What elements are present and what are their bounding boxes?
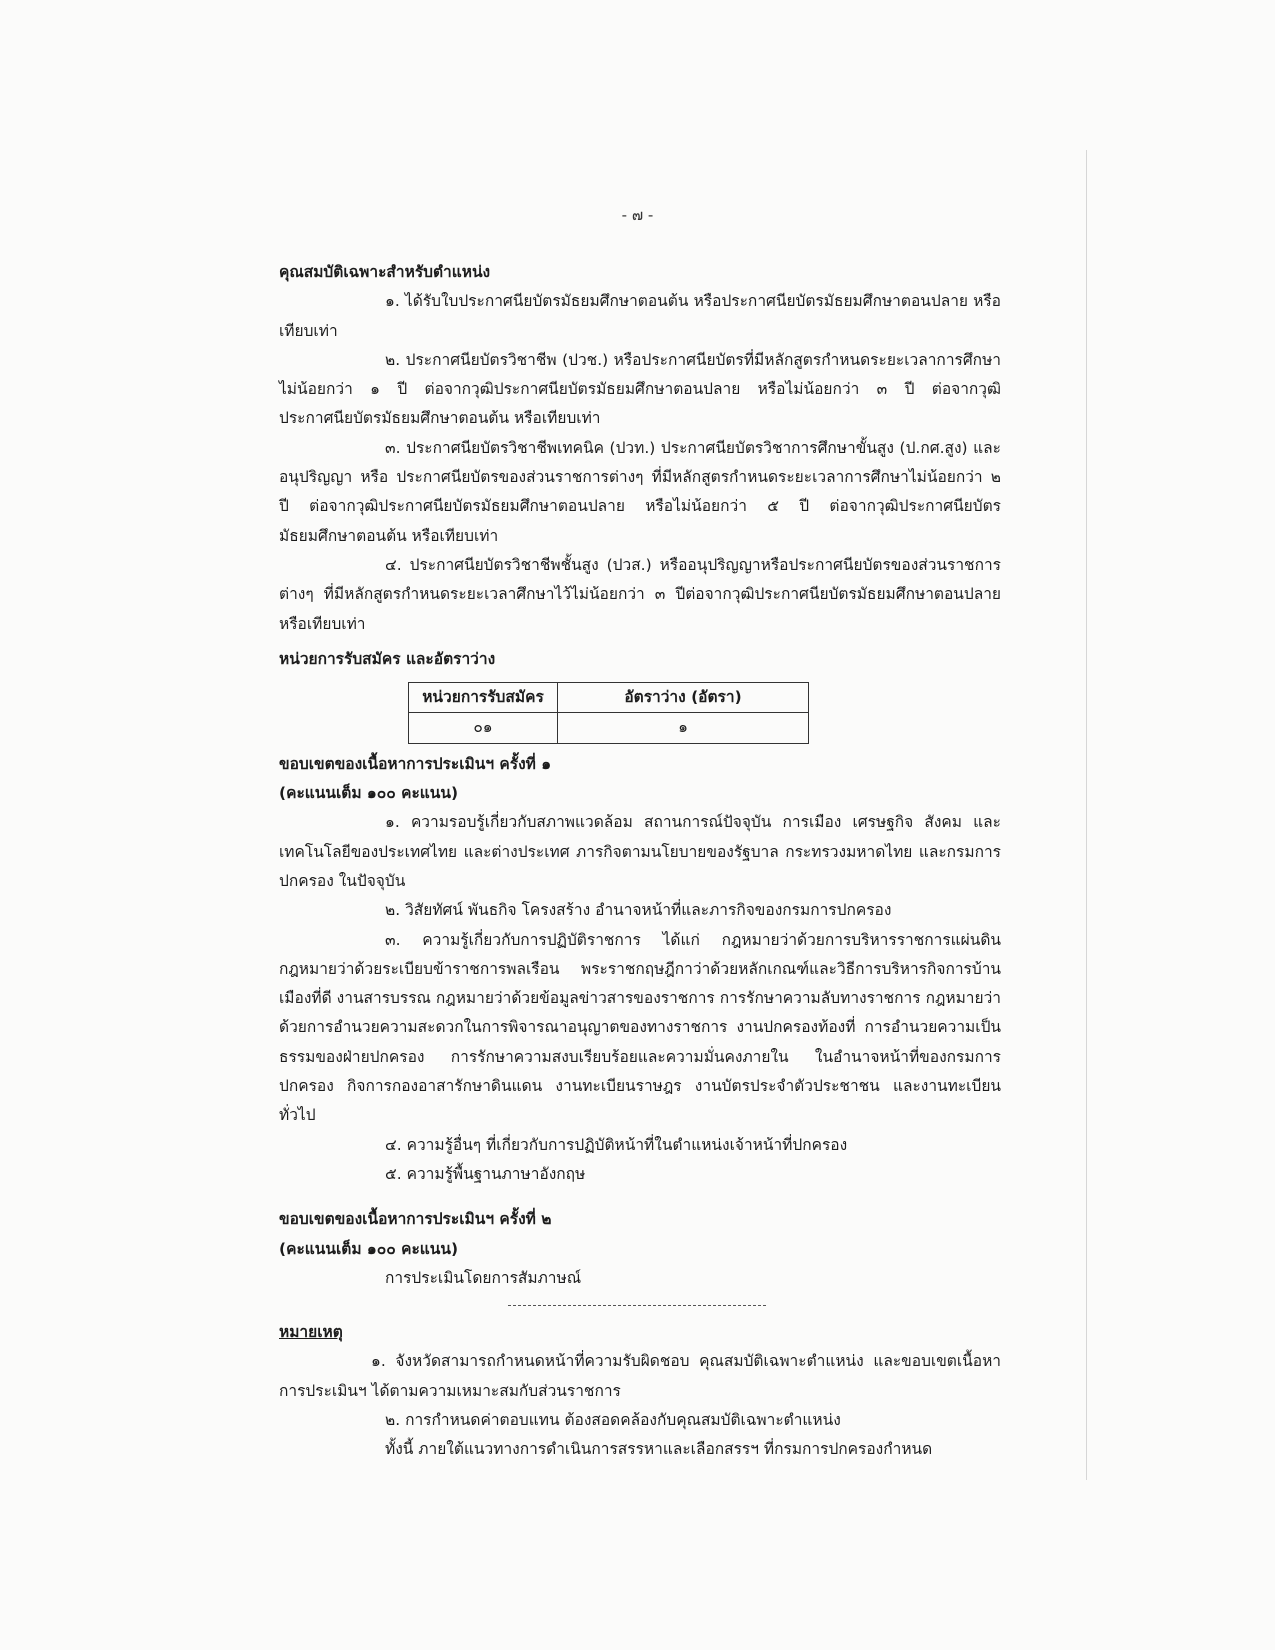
qualification-item-4: ๔. ประกาศนียบัตรวิชาชีพชั้นสูง (ปวส.) หรืออนุปริญญาหรือประกาศนียบัตรของส่วนราชการต่างๆ ที่มีหลักสูตรกำหนดระยะเวลาศึกษาไว้ไม่น้อยกว่า ๓ ปีต่อจากวุฒิประกาศนียบัตรมัธยมศึกษาตอนปลาย หรือเทียบเท่า xyxy=(279,555,1001,633)
document-body xyxy=(279,258,1001,1465)
scope1-score: (คะแนนเต็ม ๑๐๐ คะแนน) xyxy=(279,784,459,803)
notes-heading: หมายเหตุ xyxy=(279,1323,343,1342)
page-edge-line xyxy=(1086,150,1087,1480)
column-header-unit: หน่วยการรับสมัคร xyxy=(409,683,558,713)
qualification-item-3: ๓. ประกาศนียบัตรวิชาชีพเทคนิค (ปวท.) ประกาศนียบัตรวิชาการศึกษาขั้นสูง (ป.กศ.สูง) และอนุปริญญา หรือ ประกาศนียบัตรของส่วนราชการต่างๆ ที่มีหลักสูตรกำหนดระยะเวลาการศึกษาไม่น้อยกว่า ๒ ปี ต่อจากวุฒิประกาศนียบัตรมัธยมศึกษาตอนปลาย หรือไม่น้อยกว่า ๕ ปี ต่อจากวุฒิประกาศนียบัตรมัธยมศึกษาตอนต้น หรือเทียบเท่า xyxy=(279,438,1001,545)
notes-closing: ทั้งนี้ ภายใต้แนวทางการดำเนินการสรรหาและเลือกสรรฯ ที่กรมการปกครองกำหนด xyxy=(385,1440,933,1459)
scope2-text: การประเมินโดยการสัมภาษณ์ xyxy=(385,1268,582,1287)
qualification-item-1: ๑. ได้รับใบประกาศนียบัตรมัธยมศึกษาตอนต้น หรือประกาศนียบัตรมัธยมศึกษาตอนปลาย หรือเทียบเท่า xyxy=(279,292,1001,340)
scope1-item-1: ๑. ความรอบรู้เกี่ยวกับสภาพแวดล้อม สถานการณ์ปัจจุบัน การเมือง เศรษฐกิจ สังคม และเทคโนโลยีของประเทศไทย และต่างประเทศ ภารกิจตามนโยบายของรัฐบาล กระทรวงมหาดไทย และกรมการปกครอง ในปัจจุบัน xyxy=(279,813,1001,890)
scope1-heading: ขอบเขตของเนื้อหาการประเมินฯ ครั้งที่ ๑ xyxy=(279,754,552,773)
scope1-item-3: ๓. ความรู้เกี่ยวกับการปฏิบัติราชการ ได้แก่ กฎหมายว่าด้วยการบริหารราชการแผ่นดิน กฎหมายว่าด้วยระเบียบข้าราชการพลเรือน พระราชกฤษฎีกาว่าด้วยหลักเกณฑ์และวิธีการบริหารกิจการบ้านเมืองที่ดี งานสารบรรณ กฎหมายว่าด้วยข้อมูลข่าวสารของราชการ การรักษาความลับทางราชการ กฎหมายว่าด้วยการอำนวยความสะดวกในการพิจารณาอนุญาตของทางราชการ งานปกครองท้องที่ การอำนวยความเป็นธรรมของฝ่ายปกครอง การรักษาความสงบเรียบร้อยและความมั่นคงภายใน ในอำนาจหน้าที่ของกรมการปกครอง กิจการกองอาสารักษาดินแดน งานทะเบียนราษฎร งานบัตรประจำตัวประชาชน และงานทะเบียนทั่วไป xyxy=(279,930,1001,1125)
scope1-item-4: ๔. ความรู้อื่นๆ ที่เกี่ยวกับการปฏิบัติหน้าที่ในตำแหน่งเจ้าหน้าที่ปกครอง xyxy=(385,1135,848,1154)
scope2-score: (คะแนนเต็ม ๑๐๐ คะแนน) xyxy=(279,1239,459,1258)
note-item-2: ๒. การกำหนดค่าตอบแทน ต้องสอดคล้องกับคุณสมบัติเฉพาะตำแหน่ง xyxy=(385,1410,841,1429)
table-row xyxy=(409,713,809,743)
table-header-row xyxy=(409,683,809,713)
page-number: - ๗ - xyxy=(621,206,654,224)
vacancy-table xyxy=(408,682,809,744)
qualifications-heading: คุณสมบัติเฉพาะสำหรับตำแหน่ง xyxy=(279,263,491,281)
column-header-vacancies: อัตราว่าง (อัตรา) xyxy=(558,683,809,713)
note-item-1: ๑. จังหวัดสามารถกำหนดหน้าที่ความรับผิดชอบ คุณสมบัติเฉพาะตำแหน่ง และขอบเขตเนื้อหาการประเมินฯ ได้ตามความเหมาะสมกับส่วนราชการ xyxy=(279,1352,1001,1400)
section-divider xyxy=(508,1305,766,1306)
scope1-item-2: ๒. วิสัยทัศน์ พันธกิจ โครงสร้าง อำนาจหน้าที่และภารกิจของกรมการปกครอง xyxy=(385,901,892,920)
vacancy-heading: หน่วยการรับสมัคร และอัตราว่าง xyxy=(279,649,496,668)
qualification-item-2: ๒. ประกาศนียบัตรวิชาชีพ (ปวช.) หรือประกาศนียบัตรที่มีหลักสูตรกำหนดระยะเวลาการศึกษาไม่น้อยกว่า ๑ ปี ต่อจากวุฒิประกาศนียบัตรมัธยมศึกษาตอนปลาย หรือไม่น้อยกว่า ๓ ปี ต่อจากวุฒิประกาศนียบัตรมัธยมศึกษาตอนต้น หรือเทียบเท่า xyxy=(279,350,1001,428)
scope1-item-5: ๕. ความรู้พื้นฐานภาษาอังกฤษ xyxy=(385,1164,586,1183)
scope2-heading: ขอบเขตของเนื้อหาการประเมินฯ ครั้งที่ ๒ xyxy=(279,1210,552,1229)
cell-unit: ๐๑ xyxy=(409,713,558,743)
cell-vacancies: ๑ xyxy=(558,713,809,743)
